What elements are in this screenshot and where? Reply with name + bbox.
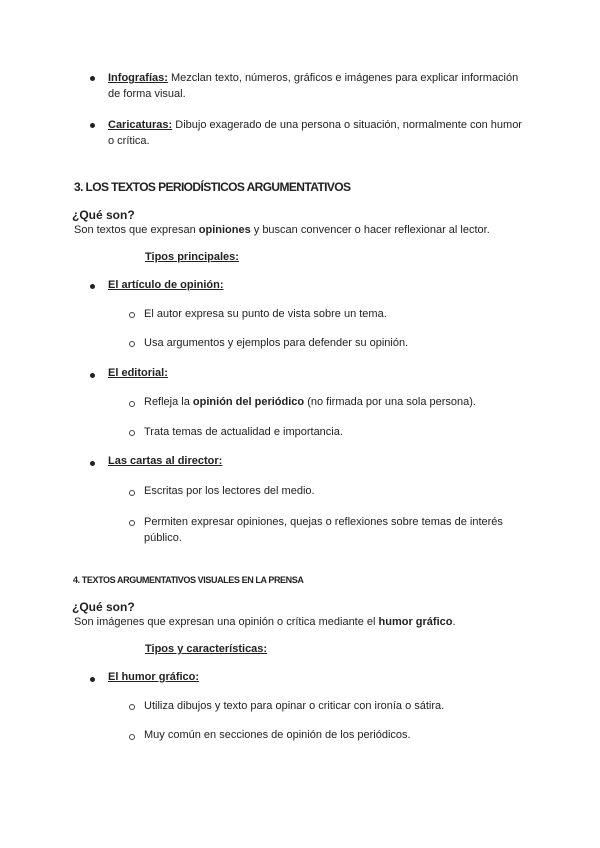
- type-humor-title: El humor gráfico:: [108, 671, 200, 683]
- type-humor-sub2: Muy común en secciones de opinión de los periódicos.: [144, 729, 411, 741]
- type-articulo-sub2: Usa argumentos y ejemplos para defender su opinión.: [144, 337, 409, 349]
- sub2-line1: Permiten expresar opiniones, quejas o reflexiones sobre temas de interés: [144, 516, 503, 528]
- bullet: [90, 76, 95, 81]
- list-item-infografias: [108, 70, 548, 102]
- term-infografias: Infografías:: [108, 72, 168, 84]
- type-articulo-title: El artículo de opinión:: [108, 279, 224, 291]
- sub-bullet: [129, 520, 135, 526]
- type-humor-sub1: Utiliza dibujos y texto para opinar o criticar con ironía o sátira.: [144, 700, 445, 712]
- sub-bullet: [129, 341, 135, 347]
- definition-post: .: [452, 616, 456, 628]
- term-caricaturas: Caricaturas:: [108, 119, 173, 131]
- type-editorial-sub1: [144, 396, 476, 408]
- type-editorial-sub2: Trata temas de actualidad e importancia.: [144, 426, 343, 438]
- bullet: [90, 284, 95, 289]
- bullet: [90, 373, 95, 378]
- sub-bullet: [129, 490, 135, 496]
- section-3-heading: 3. LOS TEXTOS PERIODÍSTICOS ARGUMENTATIVOS: [74, 180, 351, 194]
- text-infografias-2: de forma visual.: [108, 88, 186, 100]
- text-caricaturas: Dibujo exagerado de una persona o situación, normalmente con humor: [172, 119, 522, 131]
- section-4-question: ¿Qué son?: [72, 600, 135, 614]
- section-3-types-title: Tipos principales:: [145, 251, 239, 263]
- bullet: [90, 461, 95, 466]
- definition-bold: humor gráfico: [378, 616, 453, 628]
- definition-pre: Son imágenes que expresan una opinión o crítica mediante el: [74, 616, 379, 628]
- definition-bold: opiniones: [198, 224, 251, 236]
- sub-bullet: [129, 401, 135, 407]
- sub-bullet: [129, 734, 135, 740]
- text-infografias: Mezclan texto, números, gráficos e imágenes para explicar información: [167, 72, 519, 84]
- type-cartas-sub1: Escritas por los lectores del medio.: [144, 485, 315, 497]
- section-4-types-title: Tipos y características:: [145, 643, 268, 655]
- definition-post: y buscan convencer o hacer reflexionar al lector.: [250, 224, 490, 236]
- sub-bullet: [129, 704, 135, 710]
- section-4-heading: 4. TEXTOS ARGUMENTATIVOS VISUALES EN LA PRENSA: [73, 575, 304, 585]
- sub1-post: (no firmada por una sola persona).: [304, 396, 476, 408]
- bullet: [90, 123, 95, 128]
- list-item-caricaturas: [108, 117, 548, 149]
- type-cartas-sub2: [144, 514, 564, 546]
- sub1-pre: Refleja la: [144, 396, 193, 408]
- bullet: [90, 677, 95, 682]
- sub2-line2: público.: [144, 532, 182, 544]
- definition-pre: Son textos que expresan: [74, 224, 199, 236]
- section-4-definition: [74, 616, 456, 628]
- type-cartas-title: Las cartas al director:: [108, 455, 223, 467]
- section-3-question: ¿Qué son?: [72, 208, 135, 222]
- text-caricaturas-2: o crítica.: [108, 135, 150, 147]
- type-editorial-title: El editorial:: [108, 367, 168, 379]
- type-articulo-sub1: El autor expresa su punto de vista sobre un tema.: [144, 308, 387, 320]
- sub1-bold: opinión del periódico: [192, 396, 305, 408]
- sub-bullet: [129, 312, 135, 318]
- section-3-definition: [74, 224, 490, 236]
- sub-bullet: [129, 430, 135, 436]
